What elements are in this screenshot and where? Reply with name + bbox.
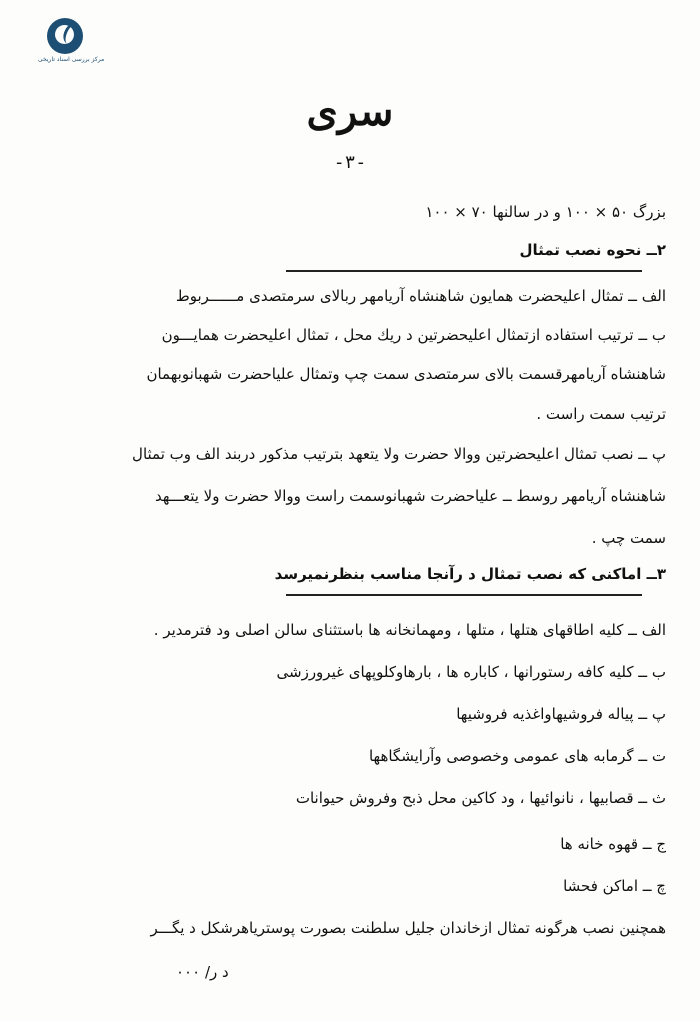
section-2-line-1: الف ــ تمثال اعلیحضرت همایون شاهنشاه آریامهر ربالای سرمتصدی مــــــربوط bbox=[175, 287, 666, 305]
section-2-line-5: پ ــ نصب تمثال اعلیحضرتین ووالا حضرت ولا یتعهد بترتیب مذکور دربند الف وب تمثال bbox=[132, 445, 666, 463]
section-2-line-7: سمت چپ . bbox=[591, 529, 666, 547]
section-3-item: ب ــ کلیه کافه رستورانها ، کاباره ها ، بارهاوکلوپهای غیرورزشی bbox=[276, 663, 666, 681]
closing-line: همچنین نصب هرگونه تمثال ازخاندان جلیل سلطنت بصورت پوستریاهرشکل د یگـــر bbox=[150, 919, 666, 937]
section-2-line-6: شاهنشاه آریامهر روسط ــ علیاحضرت شهبانوسمت راست ووالا حضرت ولا یتعـــهد bbox=[155, 487, 666, 505]
archive-logo-icon bbox=[47, 18, 83, 54]
section-2-line-2: ب ــ ترتیب استفاده ازتمثال اعلیحضرتین د ریك محل ، تمثال اعلیحضرت همایـــون bbox=[161, 326, 666, 344]
archive-logo-text: مرکز بررسی اسناد تاریخی bbox=[38, 56, 105, 63]
section-3-item: ج ــ قهوه خانه ها bbox=[560, 835, 666, 853]
reference-code: د ر/ ۰۰۰ bbox=[176, 963, 229, 981]
section-2-line-4: ترتیب سمت راست . bbox=[536, 405, 666, 423]
section-3-item: پ ــ پیاله فروشیهاواغذیه فروشیها bbox=[456, 705, 666, 723]
section-3-item: ت ــ گرمابه های عمومی وخصوصی وآرایشگاهها bbox=[368, 747, 666, 765]
section-3-underline bbox=[286, 594, 642, 596]
section-3-item: ث ــ قصابیها ، نانوائیها ، ود کاکین محل ذبح وفروش حیوانات bbox=[295, 789, 666, 807]
section-2-line-3: شاهنشاه آریامهرقسمت بالای سرمتصدی سمت چپ وتمثال علیاحضرت شهبانوبهمان bbox=[146, 365, 666, 383]
section-3-item: الف ــ کلیه اطاقهای هتلها ، متلها ، ومهمانخانه ها باستثنای سالن اصلی ود فترمدیر . bbox=[153, 621, 666, 639]
archive-logo bbox=[38, 18, 105, 64]
size-line: بزرگ ۵۰ × ۱۰۰ و در سالنها ۷۰ × ۱۰۰ bbox=[425, 203, 666, 221]
section-3-item: چ ــ اماکن فحشا bbox=[563, 877, 666, 895]
section-3-heading: ۳ــ اماکنی که نصب تمثال د رآنجا مناسب بنظرنمیرسد bbox=[274, 565, 666, 583]
section-2-heading: ۲ــ نحوه نصب تمثال bbox=[519, 241, 666, 259]
classification-title: سری bbox=[306, 88, 394, 135]
section-2-underline bbox=[286, 270, 642, 272]
page-number: -۳- bbox=[333, 152, 367, 173]
